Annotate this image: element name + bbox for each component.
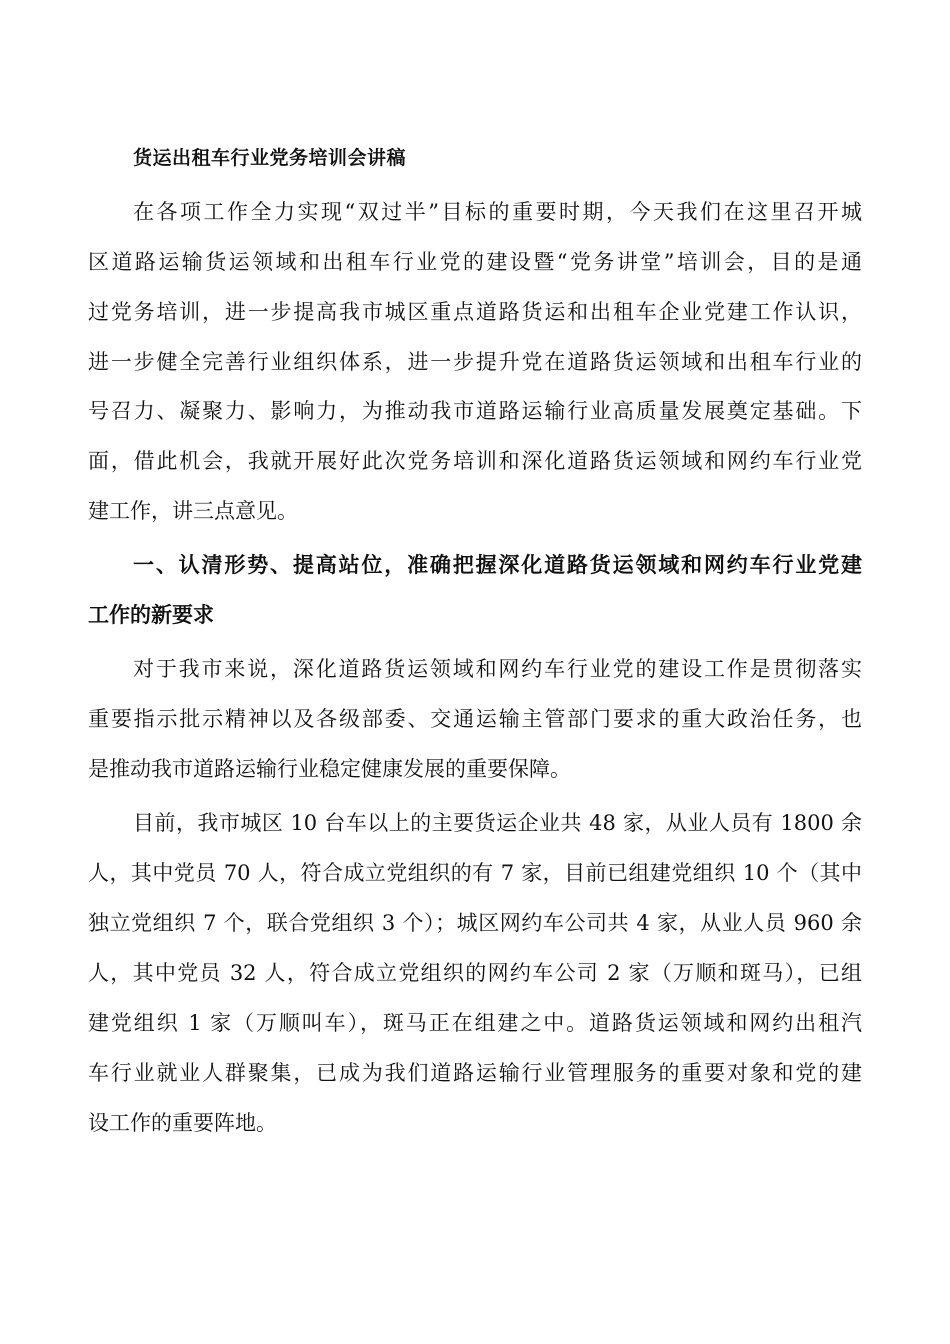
paragraph-line: 过党务培训，进一步提高我市城区重点道路货运和出租车企业党建工作认识， — [88, 300, 862, 324]
paragraph-line: 建党组织 1 家（万顺叫车），斑马正在组建之中。道路货运领域和网约出租汽 — [88, 1011, 862, 1035]
paragraph-line: 目前，我市城区 10 台车以上的主要货运企业共 48 家，从业人员有 1800 余 — [133, 811, 862, 835]
paragraph-line: 是推动我市道路运输行业稳定健康发展的重要保障。 — [88, 757, 571, 781]
paragraph-line: 在各项工作全力实现“双过半”目标的重要时期，今天我们在这里召开城 — [133, 200, 862, 224]
paragraph-line: 人，其中党员 70 人，符合成立党组织的有 7 家，目前已组建党组织 10 个（其中 — [88, 861, 862, 885]
paragraph-line: 区道路运输货运领域和出租车行业党的建设暨“党务讲堂”培训会，目的是通 — [88, 250, 862, 274]
paragraph-line: 面，借此机会，我就开展好此次党务培训和深化道路货运领域和网约车行业党 — [88, 449, 862, 473]
document-title: 货运出租车行业党务培训会讲稿 — [133, 147, 407, 169]
paragraph-line: 设工作的重要阵地。 — [88, 1111, 277, 1135]
paragraph-line: 进一步健全完善行业组织体系，进一步提升党在道路货运领域和出租车行业的 — [88, 350, 862, 374]
paragraph-line: 重要指示批示精神以及各级部委、交通运输主管部门要求的重大政治任务，也 — [88, 707, 862, 731]
paragraph-line: 独立党组织 7 个，联合党组织 3 个）；城区网约车公司共 4 家，从业人员 960 余 — [88, 911, 862, 935]
paragraph-line: 建工作，讲三点意见。 — [88, 499, 298, 523]
paragraph-line: 号召力、凝聚力、影响力，为推动我市道路运输行业高质量发展奠定基础。下 — [88, 399, 862, 423]
paragraph-line: 人，其中党员 32 人，符合成立党组织的网约车公司 2 家（万顺和斑马），已组 — [88, 961, 862, 985]
heading-line: 工作的新要求 — [88, 602, 214, 627]
paragraph-line: 车行业就业人群聚集，已成为我们道路运输行业管理服务的重要对象和党的建 — [88, 1061, 862, 1085]
paragraph-line: 对于我市来说，深化道路货运领域和网约车行业党的建设工作是贯彻落实 — [133, 657, 862, 681]
heading-line: 一、认清形势、提高站位，准确把握深化道路货运领域和网约车行业党建 — [133, 552, 862, 577]
